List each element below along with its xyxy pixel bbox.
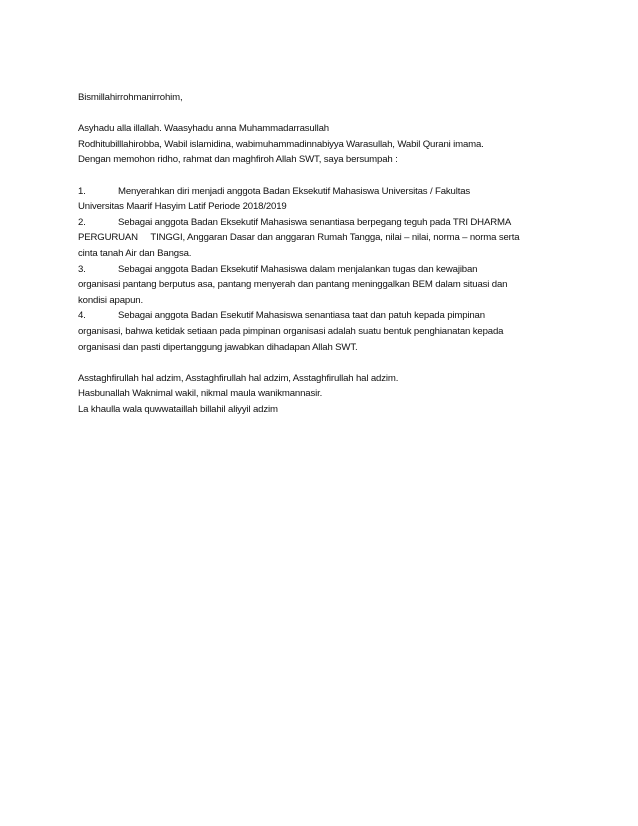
oath-item	[78, 184, 568, 215]
oath-item-number: 3.	[78, 263, 86, 275]
oath-item	[78, 262, 568, 309]
oath-item-first-line	[78, 184, 568, 200]
shahada-paragraph	[78, 121, 568, 168]
oath-item-text: Menyerahkan diri menjadi anggota Badan Eksekutif Mahasiswa Universitas / Fakultas	[118, 185, 471, 197]
oath-item-text: Sebagai anggota Badan Esekutif Mahasiswa senantiasa taat dan patuh kepada pimpinan	[118, 310, 485, 322]
oath-item-continuation: Universitas Maarif Hasyim Latif Periode 2018/2019	[78, 201, 287, 213]
oath-item-continuation: organisasi dan pasti dipertanggung jawabkan dihadapan Allah SWT.	[78, 341, 358, 353]
paragraph-gap	[78, 355, 568, 371]
oath-item-text: Sebagai anggota Badan Eksekutif Mahasiswa dalam menjalankan tugas dan kewajiban	[118, 263, 478, 275]
oath-item-continuation: PERGURUAN TINGGI, Anggaran Dasar dan anggaran Rumah Tangga, nilai – nilai, norma – norma serta	[78, 232, 520, 244]
istighfar-line: Asstaghfirullah hal adzim, Asstaghfirullah hal adzim, Asstaghfirullah hal adzim.	[78, 372, 399, 384]
shahada-line: Asyhadu alla illallah. Waasyhadu anna Muhammadarrasullah	[78, 123, 329, 135]
closing-paragraph	[78, 371, 568, 418]
paragraph-gap	[78, 168, 568, 184]
hasbunallah-line: Hasbunallah Waknimal wakil, nikmal maula wanikmannasir.	[78, 388, 323, 400]
oath-item-continuation: organisasi pantang berputus asa, pantang menyerah dan pantang meninggalkan BEM dalam situasi dan	[78, 279, 508, 291]
oath-item-number: 1.	[78, 185, 86, 197]
oath-item-first-line	[78, 308, 568, 324]
opening-line: Bismillahirrohmanirrohim,	[78, 92, 183, 103]
oath-intro-line: Dengan memohon ridho, rahmat dan maghfiroh Allah SWT, saya bersumpah :	[78, 154, 398, 166]
oath-item-continuation: cinta tanah Air dan Bangsa.	[78, 247, 192, 259]
oath-item	[78, 215, 568, 262]
document-page	[78, 90, 568, 417]
oath-item-continuation: organisasi, bahwa ketidak setiaan pada pimpinan organisasi adalah suatu bentuk penghianatan kepada	[78, 325, 504, 337]
oath-item-text: Sebagai anggota Badan Eksekutif Mahasiswa senantiasa berpegang teguh pada TRI DHARMA	[118, 216, 512, 228]
paragraph-gap	[78, 106, 568, 122]
oath-item-number: 2.	[78, 216, 86, 228]
hawqala-line: La khaulla wala quwwataillah billahil aliyyil adzim	[78, 403, 278, 415]
oath-item-first-line	[78, 262, 568, 278]
shahada-line: Rodhitubilllahirobba, Wabil islamidina, wabimuhammadinnabiyya Warasullah, Wabil Qurani imama.	[78, 138, 484, 150]
oath-item-first-line	[78, 215, 568, 231]
oath-item-number: 4.	[78, 310, 86, 322]
oath-item-continuation: kondisi apapun.	[78, 294, 143, 306]
oath-item	[78, 308, 568, 355]
